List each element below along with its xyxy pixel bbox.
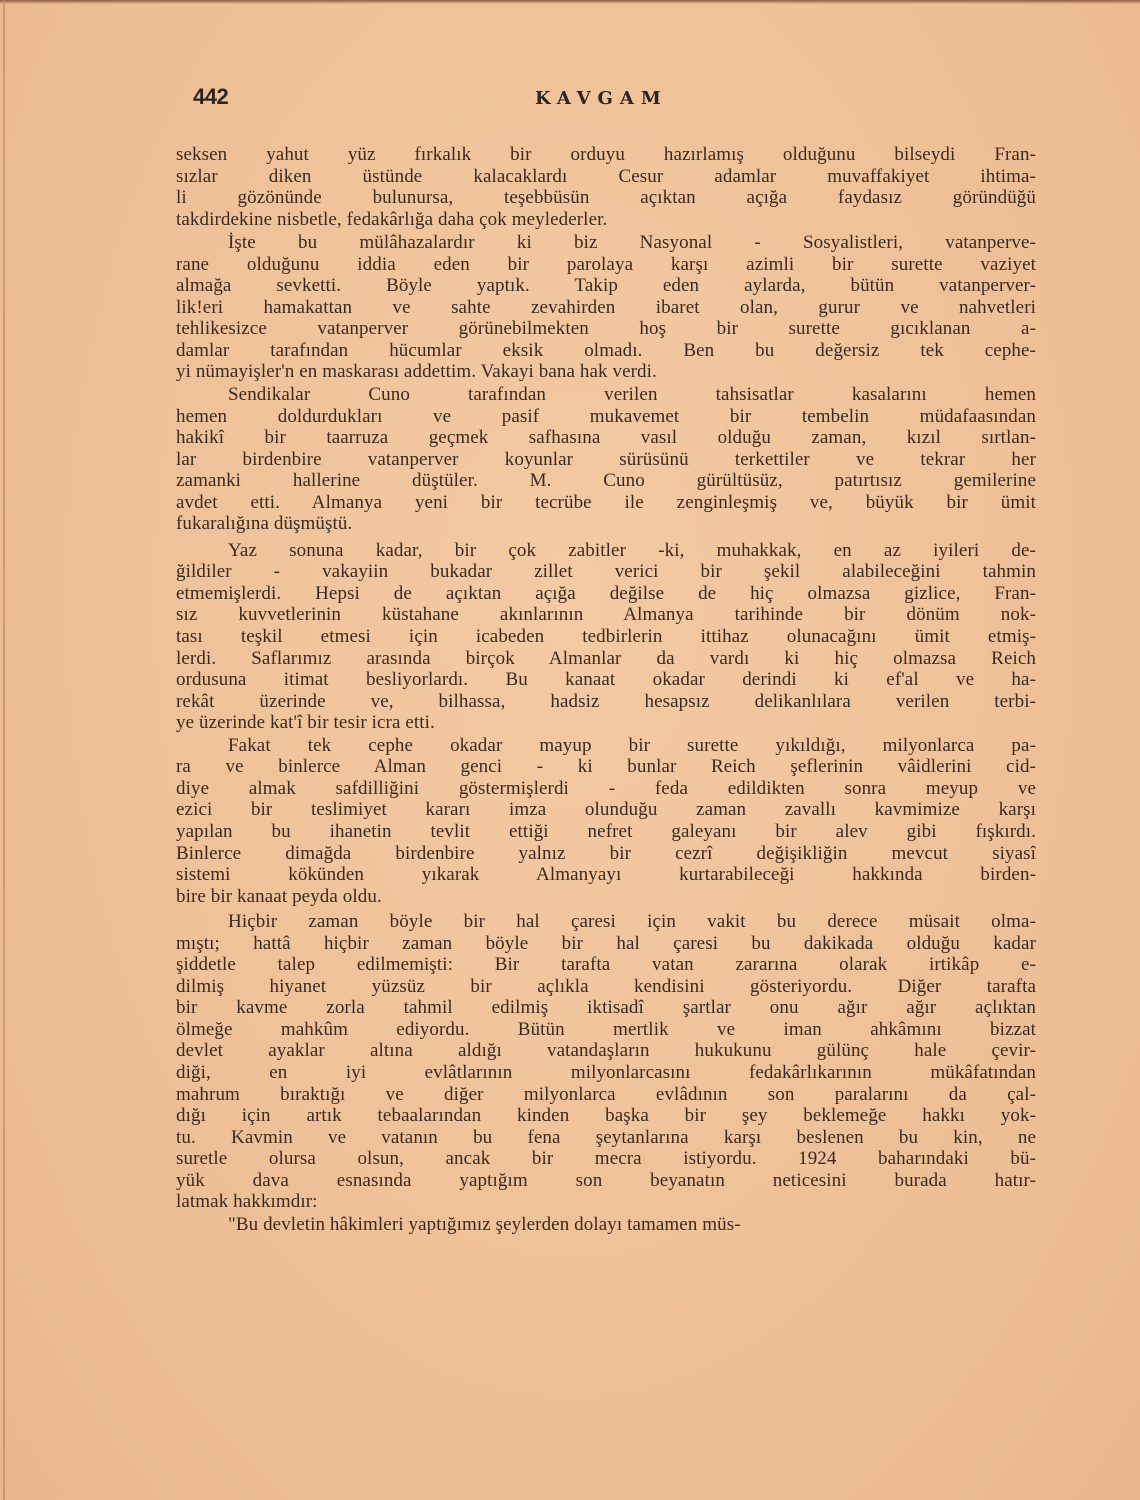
text-line: ordusuna itimat besliyorlardı. Bu kanaat okadar derindi ki ef'al ve ha- xyxy=(176,669,1036,691)
text-line: dığı için artık tebaalarından kinden başka bir şey beklemeğe hakkı yok- xyxy=(176,1105,1036,1127)
text-line: etmemişlerdi. Hepsi de açıktan açığa değilse de hiç olmazsa gizlice, Fran- xyxy=(176,582,1036,604)
text-line: mahrum bıraktığı ve diğer milyonlarca evlâdının son paralarını da çal- xyxy=(176,1083,1036,1105)
paragraph xyxy=(176,144,1036,230)
paragraph xyxy=(176,735,1036,907)
text-line: sızlar diken üstünde kalacaklardı Cesur adamlar muvaffakiyet ihtima- xyxy=(176,165,1036,187)
page-top-edge xyxy=(0,0,1140,4)
text-line: almağa sevketti. Böyle yaptık. Takip eden aylarda, bütün vatanperver- xyxy=(176,275,1036,297)
page-number: 442 xyxy=(193,84,229,109)
text-line: fukaralığına düşmüştü. xyxy=(176,513,353,535)
text-line: suretle olursa olsun, ancak bir mecra istiyordu. 1924 baharındaki bü- xyxy=(176,1148,1036,1170)
text-line: Sendikalar Cuno tarafından verilen tahsisatlar kasalarını hemen xyxy=(228,384,1036,406)
text-line: bir kavme zorla tahmil edilmiş iktisadî şartlar onu ağır ağır açlıktan xyxy=(176,997,1036,1019)
text-line: lerdi. Saflarımız arasında birçok Almanlar da vardı ki hiç olmazsa Reich xyxy=(176,647,1036,669)
text-line: yi nümayişler'n en maskarası addettim. Vakayi bana hak verdi. xyxy=(176,361,657,383)
text-line: tası teşkil etmesi için icabeden tedbirlerin ittihaz olunacağını ümit etmiş- xyxy=(176,626,1036,648)
text-line: avdet etti. Almanya yeni bir tecrübe ile zenginleşmiş ve, büyük bir ümit xyxy=(176,491,1036,513)
text-line: şiddetle talep edilmemişti: Bir tarafta vatan zararına olarak irtikâp e- xyxy=(176,954,1036,976)
running-head: KAVGAM xyxy=(535,88,668,109)
text-line: yük dava esnasında yaptığım son beyanatın neticesini burada hatır- xyxy=(176,1169,1036,1191)
text-line: İşte bu mülâhazalardır ki biz Nasyonal - Sosyalistleri, vatanperve- xyxy=(228,232,1036,254)
text-line: ezici bir teslimiyet kararı imza olunduğu zaman zavallı kavmimize karşı xyxy=(176,799,1036,821)
text-line: devlet ayaklar altına aldığı vatandaşların hukukunu gülünç hale çevir- xyxy=(176,1040,1036,1062)
text-line: ölmeğe mahkûm ediyordu. Bütün mertlik ve iman ahkâmını bizzat xyxy=(176,1018,1036,1040)
paragraph xyxy=(176,1214,1036,1236)
text-line: yapılan bu ihanetin tevlit ettiği nefret galeyanı bir alev gibi fışkırdı. xyxy=(176,820,1036,842)
page-binding-edge xyxy=(3,0,5,1500)
text-line: hakikî bir taarruza geçmek safhasına vasıl olduğu zaman, kızıl sırtlan- xyxy=(176,427,1036,449)
text-line: tehlikesizce vatanperver görünebilmekten hoş bir surette gıcıklanan a- xyxy=(176,318,1036,340)
text-line: lar birdenbire vatanperver koyunlar sürüsünü terkettiler ve tekrar her xyxy=(176,448,1036,470)
text-line: hemen doldurdukları ve pasif mukavemet bir tembelin müdafaasından xyxy=(176,405,1036,427)
text-line: sız kuvvetlerinin küstahane akınlarının Almanya tarihinde bir dönüm nok- xyxy=(176,604,1036,626)
text-line: "Bu devletin hâkimleri yaptığımız şeylerden dolayı tamamen müs- xyxy=(228,1213,741,1235)
text-line: ğildiler - vakayiin bukadar zillet verici bir şekil alabileceğini tahmin xyxy=(176,561,1036,583)
text-line: Hiçbir zaman böyle bir hal çaresi için vakit bu derece müsait olma- xyxy=(228,911,1036,933)
paragraph xyxy=(176,232,1036,383)
text-line: Binlerce dimağda birdenbire yalnız bir cezrî değişikliğin mevcut siyasî xyxy=(176,842,1036,864)
text-line: sistemi kökünden yıkarak Almanyayı kurtarabileceği hakkında birden- xyxy=(176,864,1036,886)
text-line: rane olduğunu iddia eden bir parolaya karşı azimli bir surette vaziyet xyxy=(176,253,1036,275)
text-line: Yaz sonuna kadar, bir çok zabitler -ki, muhakkak, en az iyileri de- xyxy=(228,539,1036,561)
paragraph xyxy=(176,540,1036,734)
body-text xyxy=(176,144,1036,1236)
text-line: diye almak safdilliğini göstermişlerdi - feda edildikten sonra meyup ve xyxy=(176,777,1036,799)
text-line: seksen yahut yüz fırkalık bir orduyu hazırlamış olduğunu bilseydi Fran- xyxy=(176,144,1036,165)
text-line: damlar tarafından hücumlar eksik olmadı. Ben bu değersiz tek cephe- xyxy=(176,339,1036,361)
text-line: ye üzerinde kat'î bir tesir icra etti. xyxy=(176,712,435,734)
text-line: Fakat tek cephe okadar mayup bir surette yıkıldığı, milyonlarca pa- xyxy=(228,734,1036,756)
text-line: bire bir kanaat peyda oldu. xyxy=(176,885,382,907)
text-line: ra ve binlerce Alman genci - ki bunlar Reich şeflerinin vâidlerini cid- xyxy=(176,756,1036,778)
text-line: tu. Kavmin ve vatanın bu fena şeytanlarına karşı beslenen bu kin, ne xyxy=(176,1126,1036,1148)
paragraph xyxy=(176,384,1036,535)
text-line: mıştı; hattâ hiçbir zaman böyle bir hal çaresi bu dakikada olduğu kadar xyxy=(176,932,1036,954)
text-line: rekât üzerinde ve, bilhassa, hadsiz hesapsız delikanlılara verilen terbi- xyxy=(176,690,1036,712)
text-line: li gözönünde bulunursa, teşebbüsün açıktan açığa faydasız göründüğü xyxy=(176,187,1036,209)
text-line: lik!eri hamakattan ve sahte zevahirden ibaret olan, gurur ve nahvetleri xyxy=(176,296,1036,318)
text-line: diği, en iyi evlâtlarının milyonlarcasını fedakârlıkarının mükâfatından xyxy=(176,1061,1036,1083)
text-line: latmak hakkımdır: xyxy=(176,1191,318,1213)
paragraph xyxy=(176,911,1036,1213)
text-line: takdirdekine nisbetle, fedakârlığa daha çok meylederler. xyxy=(176,208,608,230)
text-line: zamanki hallerine düştüler. M. Cuno gürültüsüz, patırtısız gemilerine xyxy=(176,470,1036,492)
text-line: dilmiş hiyanet yüzsüz bir açlıkla kendisini gösteriyordu. Diğer tarafta xyxy=(176,975,1036,997)
